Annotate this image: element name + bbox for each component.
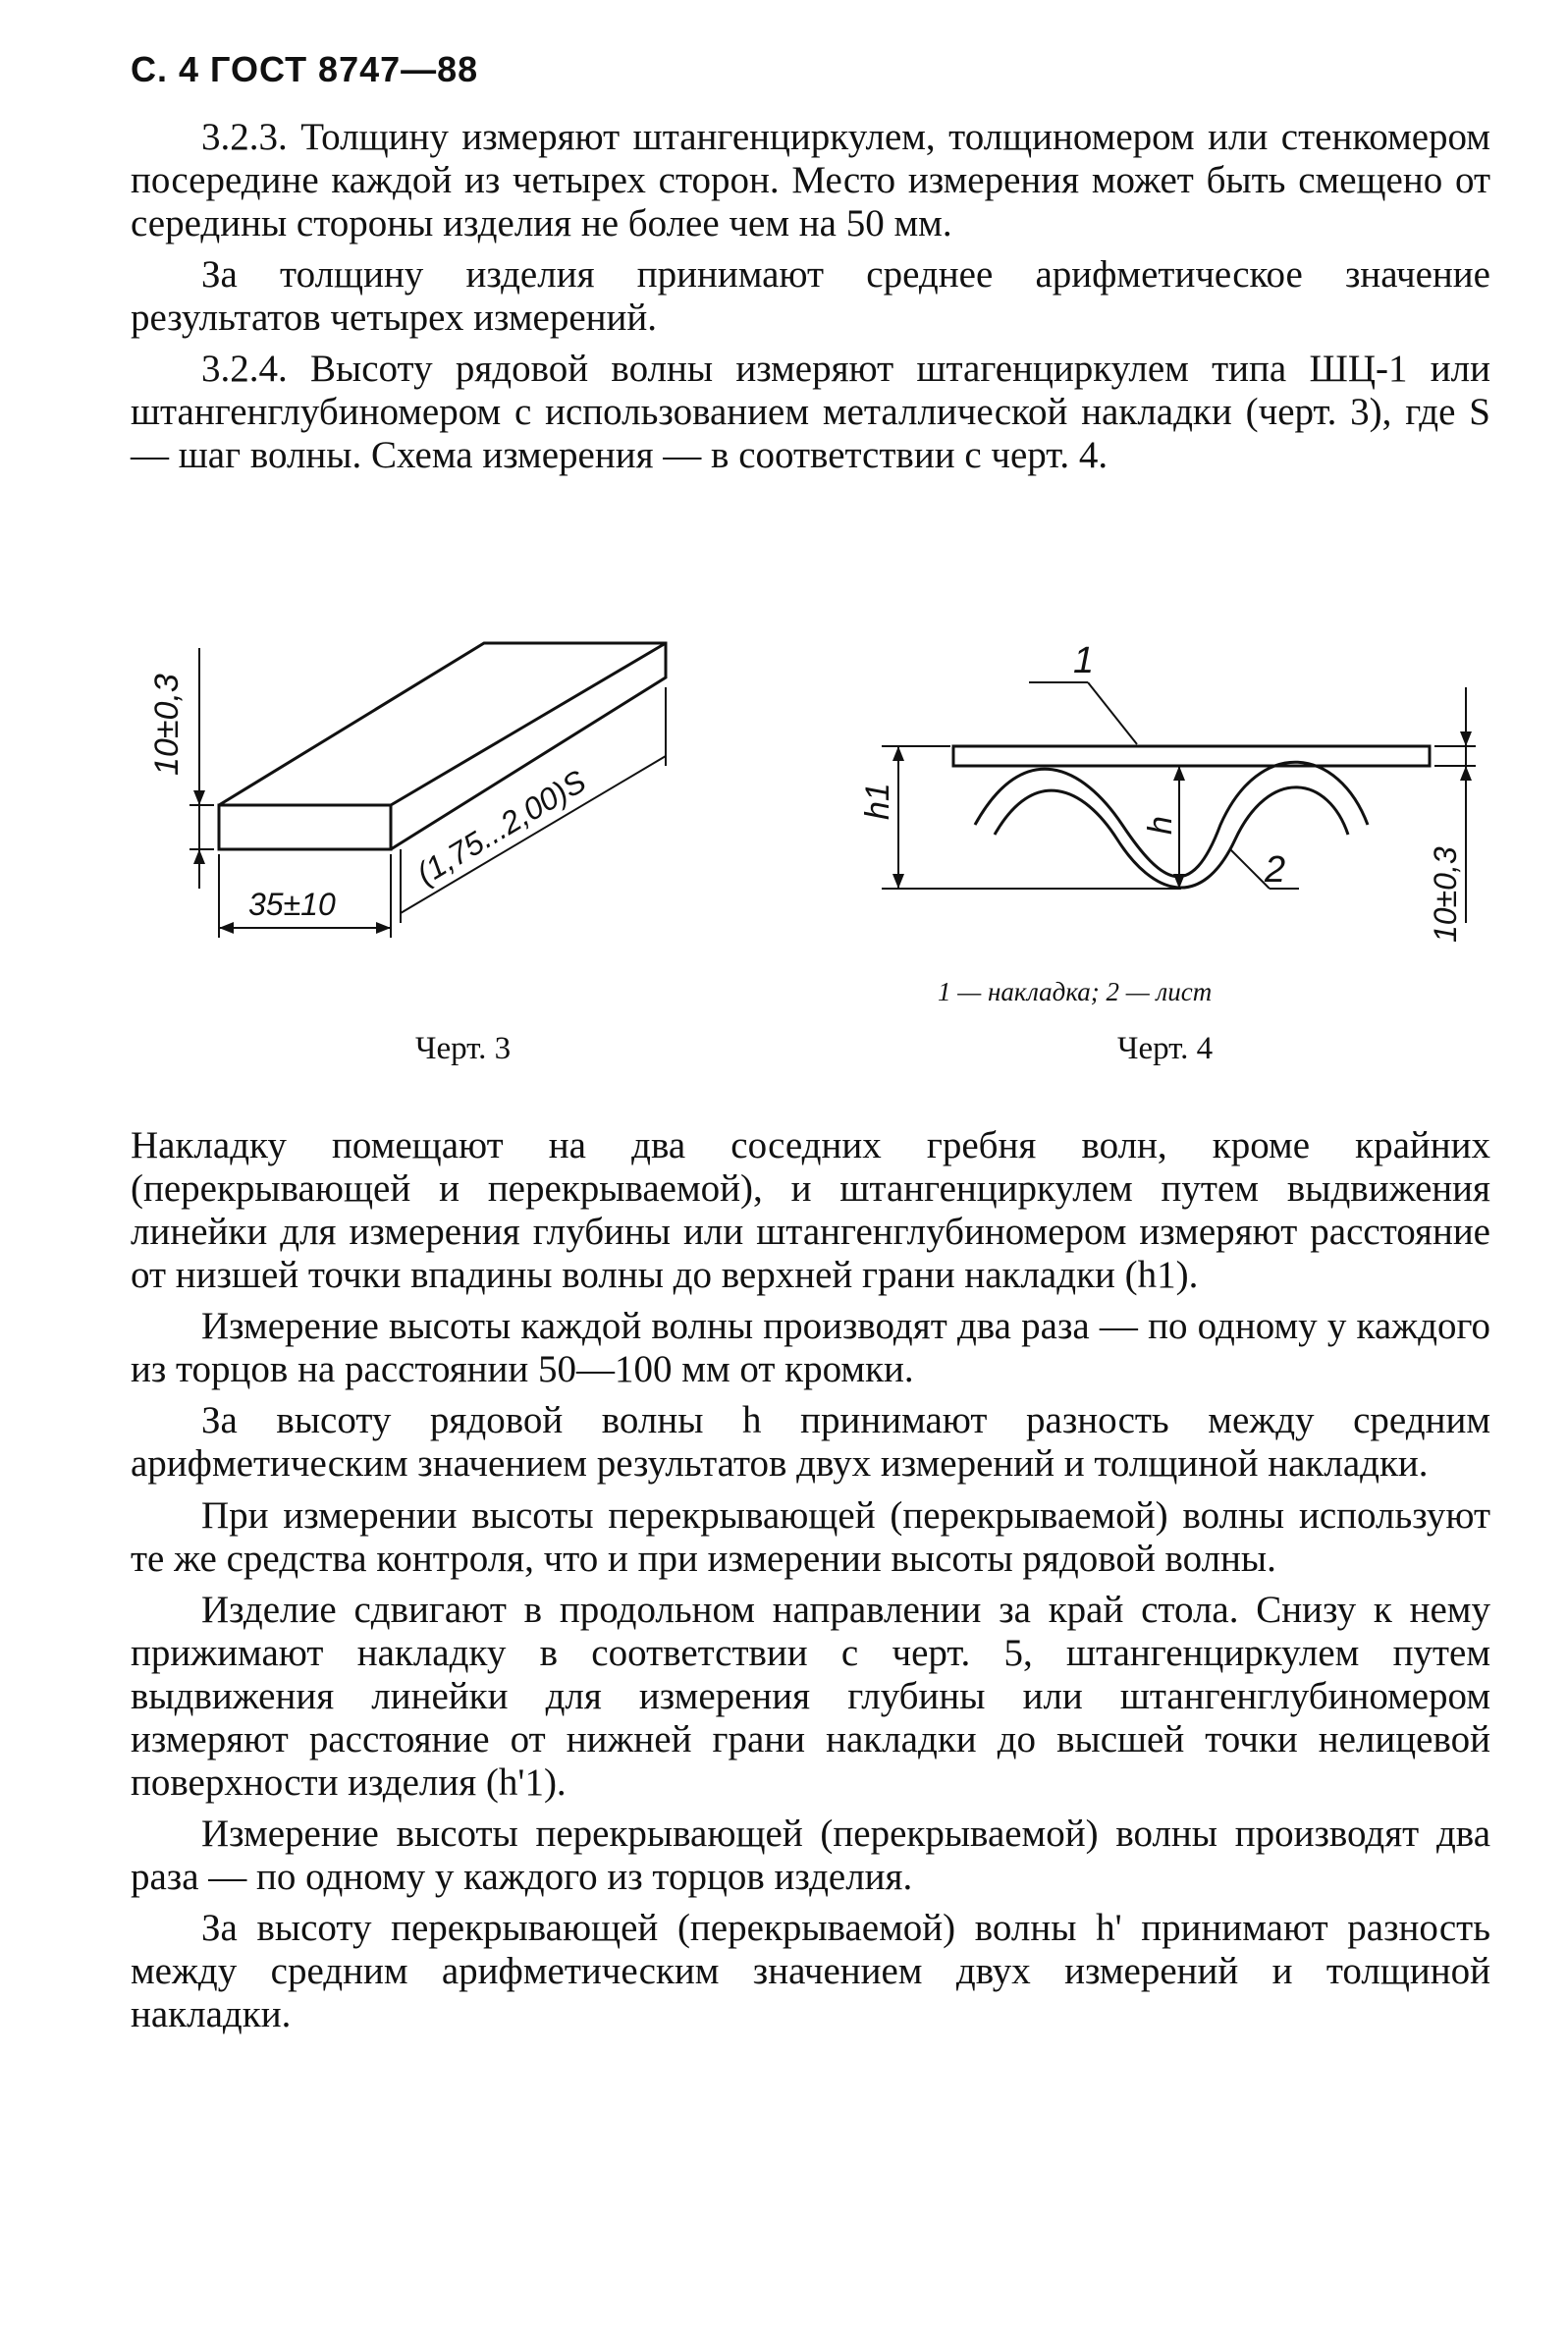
fig3-thickness-label: 10±0,3 — [148, 674, 186, 776]
fig4-legend: 1 — накладка; 2 — лист — [938, 977, 1213, 1006]
paragraph: При измерении высоты перекрывающей (перекрываемой) волны используют те же средства контроля, что и при измерении высоты рядовой волны. — [131, 1493, 1490, 1580]
fig4-label-2: 2 — [1265, 849, 1286, 891]
paragraph: 3.2.4. Высоту рядовой волны измеряют штагенциркулем типа ШЦ-1 или штангенглубиномером с использованием металлической накладки (черт. 3), где S — шаг волны. Схема измерения — в соответствии с черт. 4. — [131, 348, 1490, 477]
page-header: С. 4 ГОСТ 8747—88 — [131, 49, 479, 89]
fig4-label-h1: h1 — [859, 783, 896, 820]
fig3-length-label: (1,75...2,00)S — [410, 763, 592, 893]
text-block-top — [131, 116, 1490, 486]
fig4-label-1: 1 — [1073, 640, 1095, 681]
paragraph: За толщину изделия принимают среднее арифметическое значение результатов четырех измерений. — [131, 253, 1490, 340]
paragraph: Изделие сдвигают в продольном направлении за край стола. Снизу к нему прижимают накладку в соответствии с черт. 5, штангенциркулем путем выдвижения линейки для измерения глубины или штангенглубиномером измеряют расстояние от нижней грани накладки до высшей точки нелицевой поверхности изделия (h'1). — [131, 1588, 1490, 1804]
paragraph: 3.2.3. Толщину измеряют штангенциркулем, толщиномером или стенкомером посередине каждой из четырех сторон. Место измерения может быть смещено от середины стороны изделия не более чем на 50 мм. — [131, 116, 1490, 245]
paragraph: Измерение высоты перекрывающей (перекрываемой) волны производят два раза — по одному у каждого из торцов изделия. — [131, 1812, 1490, 1898]
fig4-label-h: h — [1142, 816, 1179, 835]
fig4-caption: Черт. 4 — [1117, 1031, 1214, 1066]
paragraph: За высоту рядовой волны h принимают разность между средним арифметическим значением результатов двух измерений и толщиной накладки. — [131, 1399, 1490, 1486]
text-block-bottom — [131, 1124, 1490, 2044]
fig3-width-label: 35±10 — [248, 887, 336, 922]
paragraph: За высоту перекрывающей (перекрываемой) волны h' принимают разность между средним арифметическим значением двух измерений и толщиной накладки. — [131, 1907, 1490, 2036]
paragraph: Измерение высоты каждой волны производят два раза — по одному у каждого из торцов на расстоянии 50—100 мм от кромки. — [131, 1305, 1490, 1391]
figure-3-drawing — [131, 628, 720, 962]
figure-4-drawing — [859, 628, 1490, 962]
figures-area — [131, 628, 1490, 1080]
fig4-thickness-label: 10±0,3 — [1428, 846, 1463, 943]
paragraph: Накладку помещают на два соседних гребня волн, кроме крайних (перекрывающей и перекрываемой), и штангенциркулем путем выдвижения линейки для измерения глубины или штангенглубиномером измеряют расстояние от низшей точки впадины волны до верхней грани накладки (h1). — [131, 1124, 1490, 1297]
fig3-caption: Черт. 3 — [415, 1031, 512, 1066]
